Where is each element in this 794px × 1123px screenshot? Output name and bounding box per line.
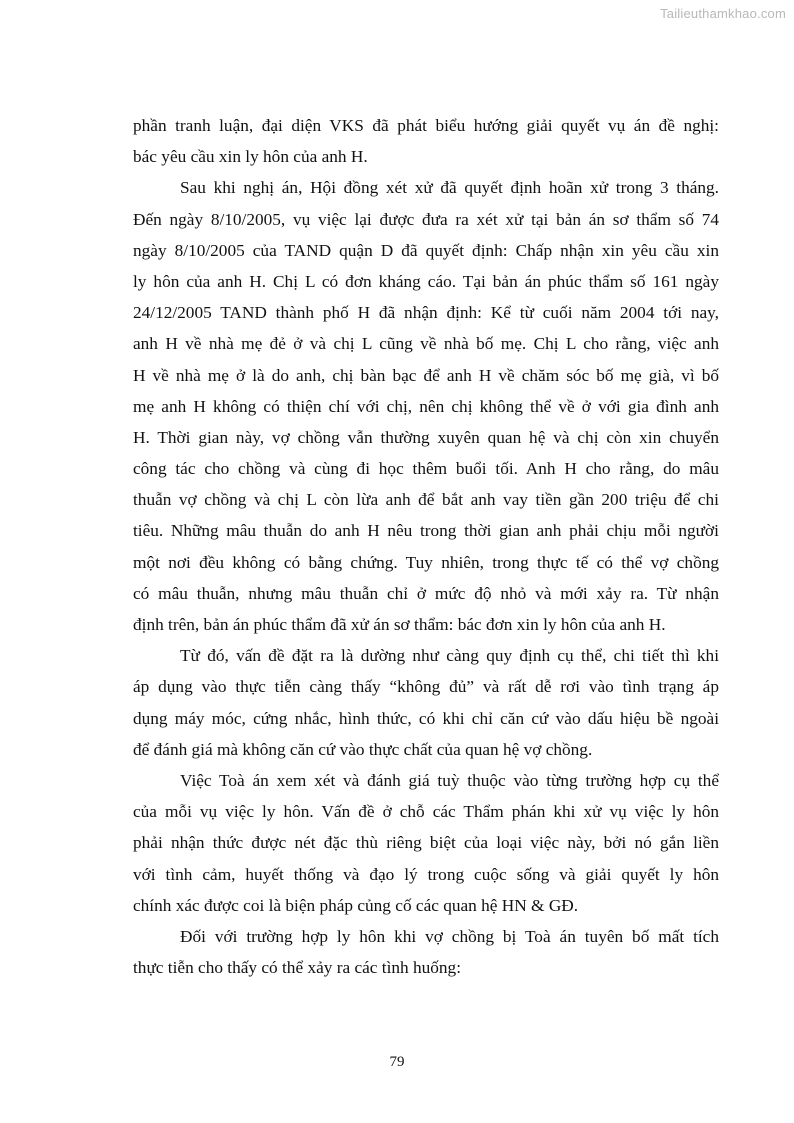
text-line: một nơi đều không có bằng chứng. Tuy nhiên, trong thực tế có thể vợ chồng (133, 552, 719, 572)
document-body (133, 110, 719, 983)
text-line: ngày 8/10/2005 của TAND quận D đã quyết định: Chấp nhận xin yêu cầu xin (133, 240, 719, 260)
text-line: áp dụng vào thực tiễn càng thấy “không đủ” và rất dễ rơi vào tình trạng áp (133, 677, 719, 697)
text-line: công tác cho chồng và cùng đi học thêm buổi tối. Anh H cho rằng, do mâu (133, 459, 719, 479)
text-line: mẹ anh H không có thiện chí với chị, nên chị không thể về ở với gia đình anh (133, 396, 719, 416)
text-line: với tình cảm, huyết thống và đạo lý trong cuộc sống và giải quyết ly hôn (133, 864, 719, 884)
text-line: bác yêu cầu xin ly hôn của anh H. (133, 147, 368, 167)
text-line: chính xác được coi là biện pháp củng cố các quan hệ HN & GĐ. (133, 895, 579, 915)
text-line: Từ đó, vấn đề đặt ra là dường như càng quy định cụ thể, chi tiết thì khi (180, 646, 719, 666)
text-line: H. Thời gian này, vợ chồng vẫn thường xuyên quan hệ và chị còn xin chuyển (133, 427, 719, 447)
paragraph (133, 765, 719, 921)
text-line: Việc Toà án xem xét và đánh giá tuỳ thuộc vào từng trường hợp cụ thể (180, 770, 719, 790)
text-line: có mâu thuẫn, nhưng mâu thuẫn chỉ ở mức độ nhỏ và mới xảy ra. Từ nhận (133, 583, 719, 603)
paragraph (133, 640, 719, 765)
text-line: thực tiễn cho thấy có thể xảy ra các tình huống: (133, 958, 461, 978)
text-line: anh H về nhà mẹ đẻ ở và chị L cũng về nhà bố mẹ. Chị L cho rằng, việc anh (133, 334, 719, 354)
paragraph (133, 110, 719, 172)
watermark: Tailieuthamkhao.com (660, 6, 786, 21)
text-line: phần tranh luận, đại diện VKS đã phát biểu hướng giải quyết vụ án đề nghị: (133, 116, 719, 135)
page-number: 79 (389, 1054, 405, 1070)
text-line: để đánh giá mà không căn cứ vào thực chất của quan hệ vợ chồng. (133, 739, 593, 759)
text-line: Sau khi nghị án, Hội đồng xét xử đã quyết định hoãn xử trong 3 tháng. (180, 178, 719, 198)
text-line: định trên, bản án phúc thẩm đã xử án sơ thẩm: bác đơn xin ly hôn của anh H. (133, 615, 666, 634)
text-line: 24/12/2005 TAND thành phố H đã nhận định: Kể từ cuối năm 2004 tới nay, (133, 303, 719, 323)
paragraph (133, 172, 719, 640)
text-line: Đến ngày 8/10/2005, vụ việc lại được đưa ra xét xử tại bản án sơ thẩm số 74 (133, 209, 719, 229)
text-line: của mỗi vụ việc ly hôn. Vấn đề ở chỗ các Thẩm phán khi xử vụ việc ly hôn (133, 802, 719, 822)
text-line: dụng máy móc, cứng nhắc, hình thức, có khi chỉ căn cứ vào dấu hiệu bề ngoài (133, 708, 719, 728)
text-line: phải nhận thức được nét đặc thù riêng biệt của loại việc này, bởi nó gắn liền (133, 833, 719, 853)
text-line: H về nhà mẹ ở là do anh, chị bàn bạc để anh H về chăm sóc bố mẹ già, vì bố (133, 365, 719, 385)
text-line: ly hôn của anh H. Chị L có đơn kháng cáo. Tại bản án phúc thẩm số 161 ngày (133, 271, 719, 291)
text-line: tiêu. Những mâu thuẫn do anh H nêu trong thời gian anh phải chịu mỗi người (133, 521, 719, 541)
text-line: thuẫn vợ chồng và chị L còn lừa anh để bắt anh vay tiền gần 200 triệu để chi (133, 490, 719, 510)
text-line: Đối với trường hợp ly hôn khi vợ chồng bị Toà án tuyên bố mất tích (180, 926, 719, 946)
paragraph (133, 921, 719, 983)
